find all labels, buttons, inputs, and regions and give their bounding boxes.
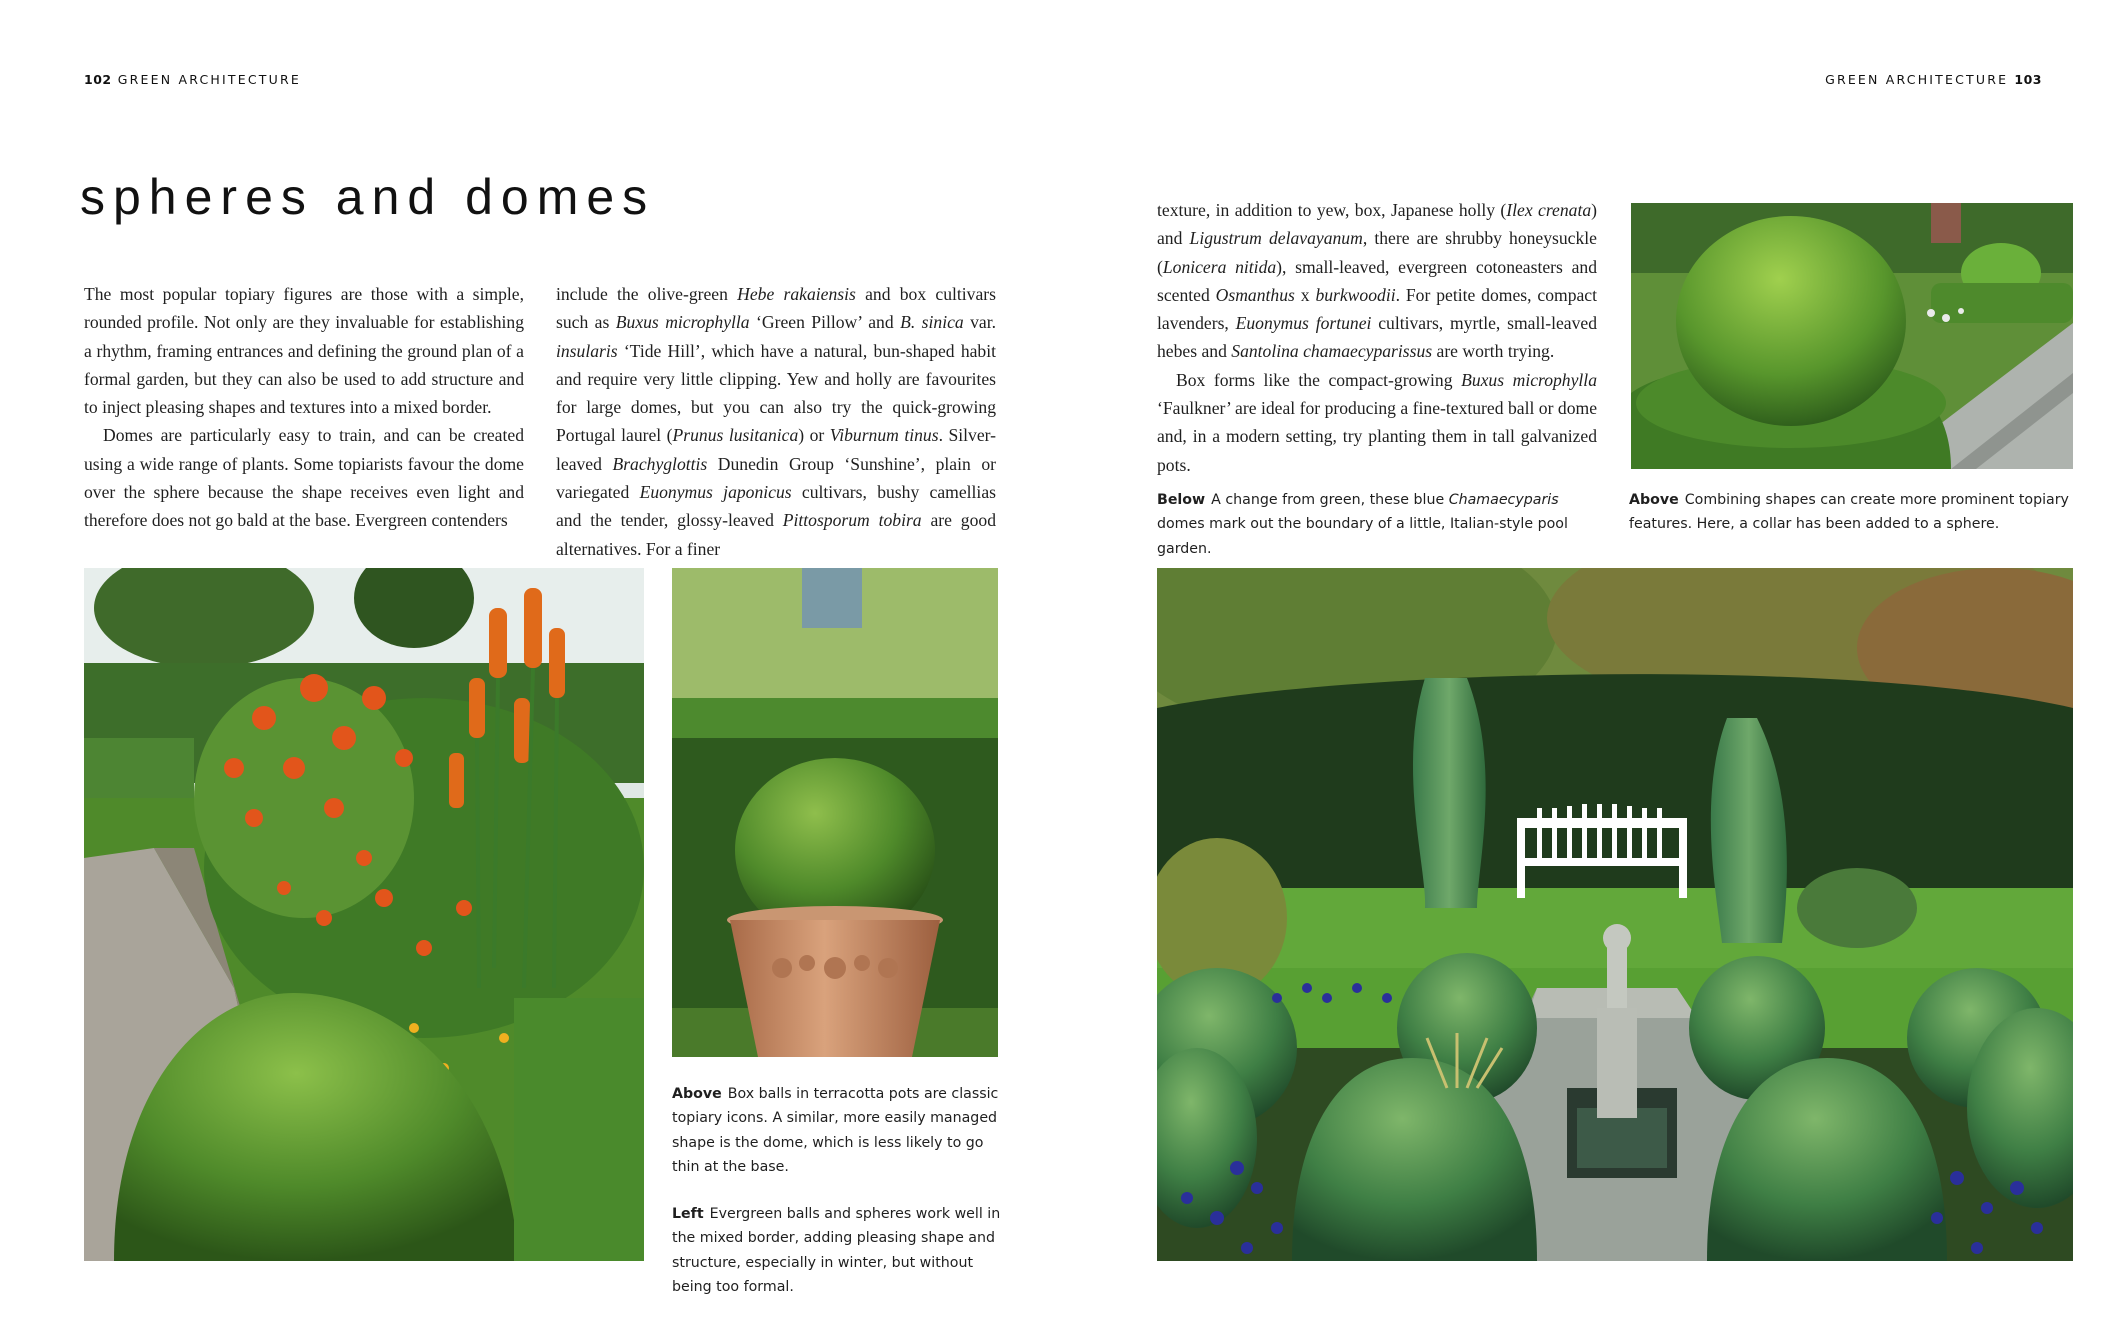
page-title: spheres and domes — [80, 169, 656, 225]
body-column-1 — [84, 280, 524, 535]
paragraph: Domes are particularly easy to train, and can be created using a wide range of plants. Some topiarists favour the dome over the sphere because the shape receives even light and therefore does not go bald at the base. Evergreen contenders — [84, 425, 524, 531]
photo-sphere-with-collar — [1631, 203, 2073, 469]
caption-label: Left — [672, 1206, 704, 1222]
photo-pool-garden-domes — [1157, 568, 2073, 1261]
paragraph: include the olive-green Hebe rakaiensis and box cultivars such as Buxus microphylla ‘Green Pillow’ and B. sinica var. insularis ‘Tide Hill’, which have a natural, bun-shaped habit and require very little clipping. Yew and holly are favourites for large domes, but you can also try the quick-growing Portugal laurel (Prunus lusitanica) or Viburnum tinus. Silver-leaved Brachyglottis Dunedin Group ‘Sunshine’, plain or variegated Euonymus japonicus cultivars, bushy camellias and the tender, glossy-leaved Pittosporum tobira are good alternatives. For a finer — [556, 284, 997, 559]
caption-label: Below — [1157, 492, 1206, 508]
caption-left: Left Evergreen balls and spheres work well in the mixed border, adding pleasing shape and structure, especially in winter, but without being too formal. — [672, 1206, 1001, 1295]
running-head-left — [84, 72, 301, 87]
photo-box-ball-terracotta-pot — [672, 568, 998, 1057]
caption-above-pot: Above Box balls in terracotta pots are classic topiary icons. A similar, more easily managed shape is the dome, which is less likely to go thin at the base. — [672, 1086, 999, 1175]
page-number-left: 102 — [84, 72, 112, 87]
body-column-2 — [556, 280, 996, 563]
paragraph: texture, in addition to yew, box, Japanese holly (Ilex crenata) and Ligustrum delavayanum, there are shrubby honeysuckle (Lonicera nitida), small-leaved, evergreen cotoneasters and scented Osmanthus x burkwoodii. For petite domes, compact lavenders, Euonymus fortunei cultivars, myrtle, small-leaved hebes and Santolina chamaecyparissus are worth trying. — [1157, 200, 1598, 362]
section-name-right: GREEN ARCHITECTURE — [1825, 72, 2009, 87]
caption-below: Below A change from green, these blue Chamaecyparis domes mark out the boundary of a little, Italian-style pool garden. — [1157, 492, 1568, 557]
caption-above-dome-collar: Above Combining shapes can create more prominent topiary features. Here, a collar has been added to a sphere. — [1629, 492, 2069, 533]
page-number-right: 103 — [2014, 72, 2042, 87]
caption-label: Above — [1629, 492, 1679, 508]
body-column-3 — [1157, 196, 1597, 479]
paragraph: Box forms like the compact-growing Buxus microphylla ‘Faulkner’ are ideal for producing a fine-textured ball or dome and, in a modern setting, try planting them in tall galvanized pots. — [1157, 369, 1597, 475]
photo-mixed-border — [84, 568, 644, 1261]
caption-label: Above — [672, 1086, 722, 1102]
section-name-left: GREEN ARCHITECTURE — [117, 72, 301, 87]
running-head-right — [1825, 72, 2042, 87]
paragraph: The most popular topiary figures are those with a simple, rounded profile. Not only are they invaluable for establishing a rhythm, framing entrances and defining the ground plan of a formal garden, but they can also be used to add structure and to inject pleasing shapes and textures into a mixed border. — [84, 284, 524, 418]
